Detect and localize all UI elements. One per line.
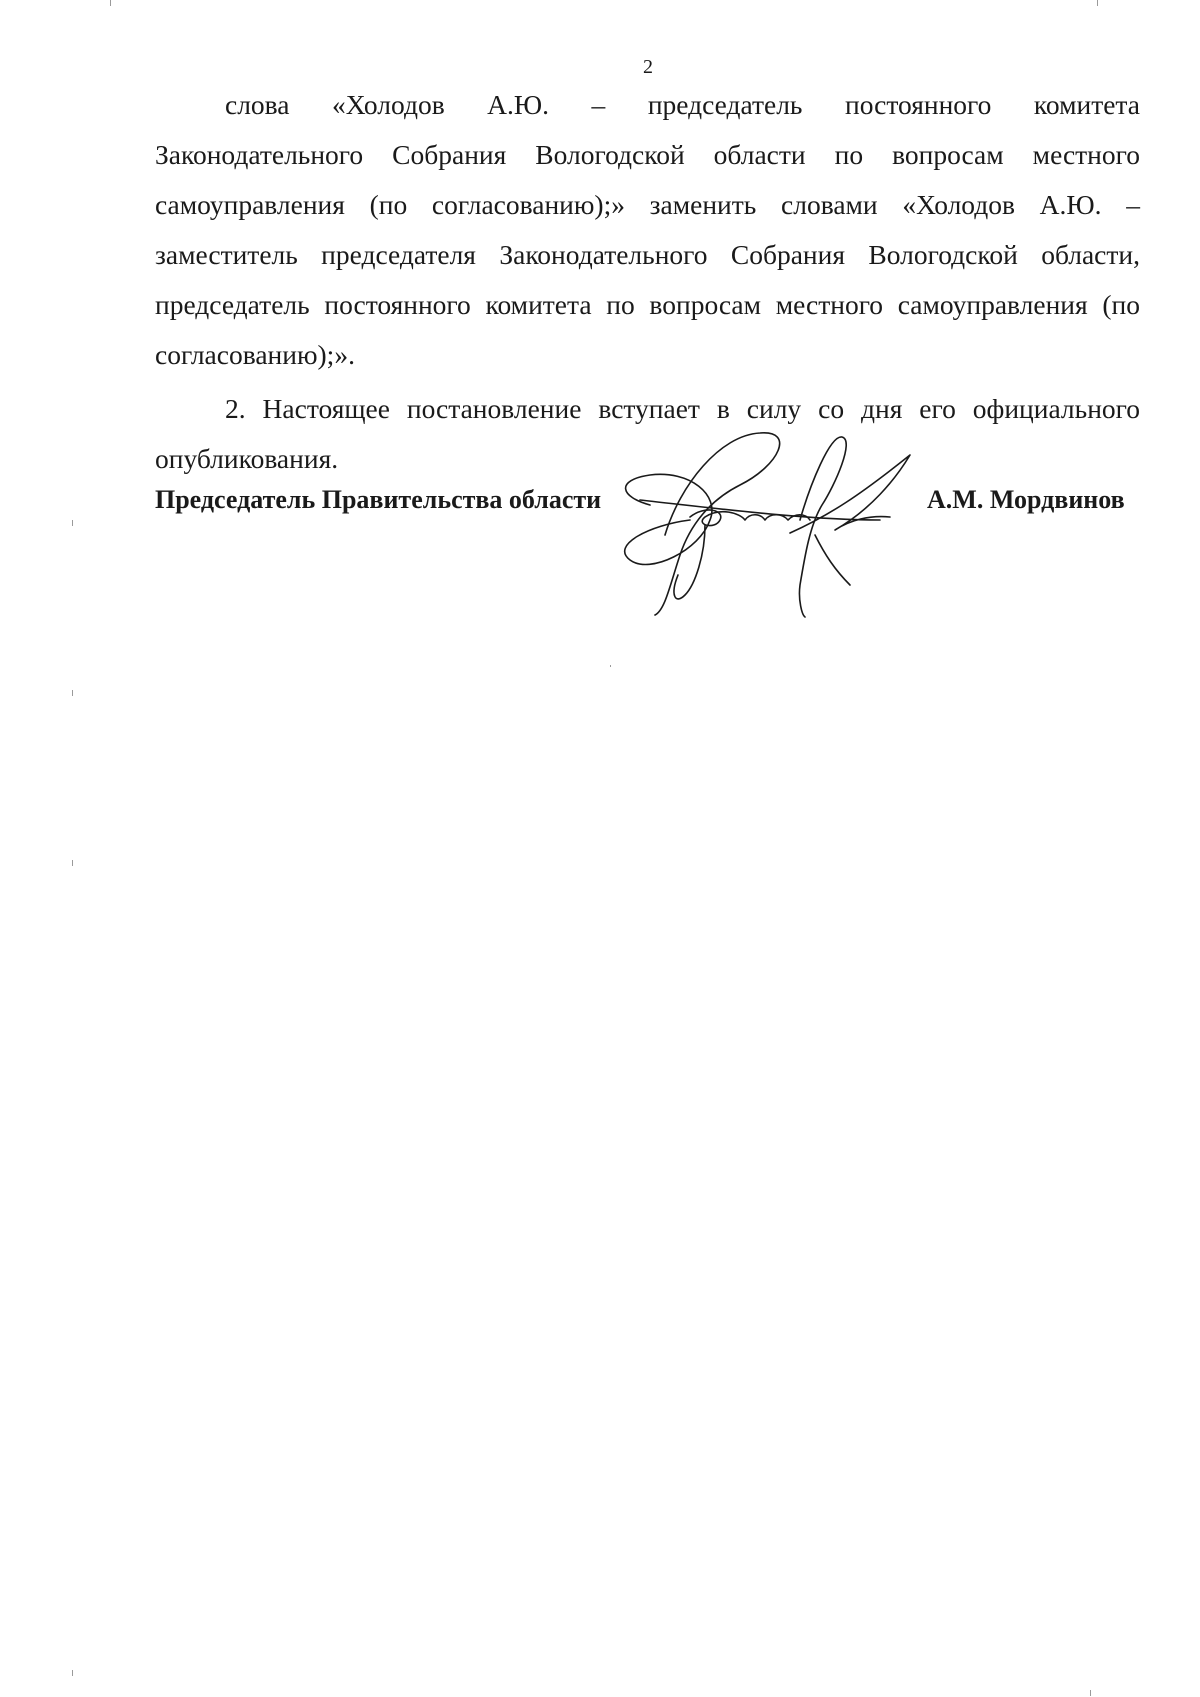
paragraph-amendment: слова «Холодов А.Ю. – председатель постоянного комитета Законодательного Собрания Вологодской области по вопросам местного самоуправления (по согласованию);» заменить словами «Холодов А.Ю. – заместитель председателя Законодательного Собрания Вологодской области, председатель постоянного комитета по вопросам местного самоуправления (по согласованию);». bbox=[155, 89, 1140, 370]
signatory-name: А.М. Мордвинов bbox=[927, 485, 1125, 514]
scan-speck bbox=[72, 690, 73, 696]
scan-speck bbox=[72, 520, 73, 526]
scan-speck bbox=[1090, 1690, 1091, 1696]
scan-speck bbox=[1097, 0, 1098, 6]
page-number: 2 bbox=[643, 56, 653, 78]
scan-speck bbox=[72, 1670, 73, 1676]
signatory-title: Председатель Правительства области bbox=[155, 485, 602, 514]
scan-speck bbox=[610, 665, 611, 667]
scan-speck bbox=[110, 0, 111, 6]
scan-speck bbox=[72, 860, 73, 866]
paragraph-effective-date: 2. Настоящее постановление вступает в силу со дня его официального опубликования. bbox=[155, 393, 1140, 474]
handwritten-signature-icon bbox=[610, 425, 950, 620]
document-body bbox=[155, 80, 1140, 484]
